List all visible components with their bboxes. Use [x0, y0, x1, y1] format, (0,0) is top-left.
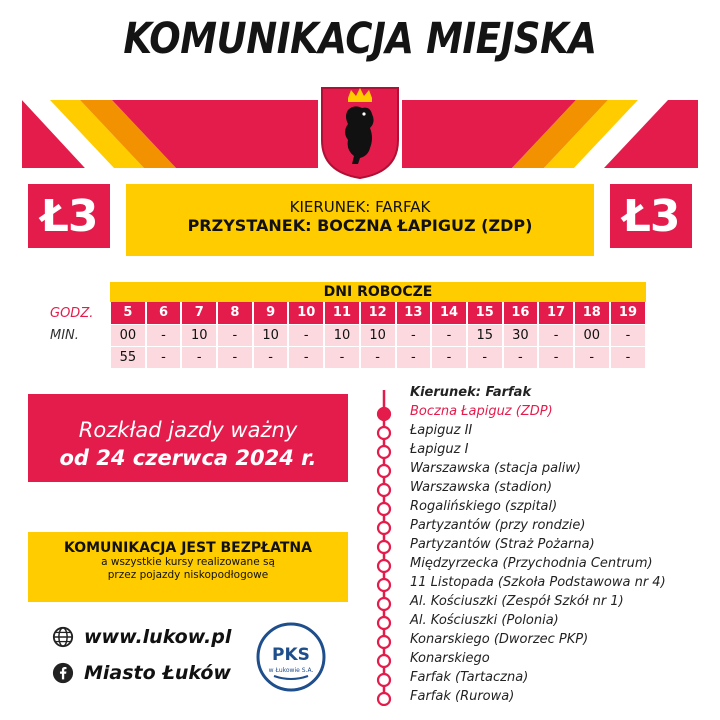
route-stop: Boczna Łapiguz (ZDP) — [410, 404, 553, 419]
direction-label: KIERUNEK: FARFAK — [289, 198, 431, 216]
route-stop-marker — [378, 427, 390, 439]
minute-cell: 10 — [181, 324, 217, 346]
minute-cell: - — [396, 346, 432, 368]
validity-notice — [28, 394, 348, 482]
hour-cell: 16 — [503, 302, 539, 324]
route-stop-list — [410, 384, 666, 706]
minute-cell: 10 — [253, 324, 289, 346]
route-stop: Al. Kościuszki (Polonia) — [410, 613, 559, 628]
route-stop: Partyzantów (Straż Pożarna) — [410, 537, 595, 552]
city-crest-icon — [318, 84, 402, 180]
minute-cell: 10 — [360, 324, 396, 346]
route-stop-marker — [378, 560, 390, 572]
route-stop: Farfak (Rurowa) — [410, 689, 515, 704]
route-stop: Partyzantów (przy rondzie) — [410, 518, 586, 533]
pks-logo-name: PKS — [272, 645, 310, 665]
hour-cell: 11 — [324, 302, 360, 324]
minute-cell: - — [253, 346, 289, 368]
hour-cell: 6 — [146, 302, 182, 324]
route-stop: 11 Listopada (Szkoła Podstawowa nr 4) — [410, 575, 666, 590]
minute-cell: - — [288, 346, 324, 368]
left-stripes — [22, 100, 318, 168]
free-transport-line1: a wszystkie kursy realizowane są — [101, 556, 275, 568]
hour-cell: 17 — [538, 302, 574, 324]
route-stop-marker — [378, 408, 390, 420]
route-stop: Al. Kościuszki (Zespół Szkół nr 1) — [410, 594, 624, 609]
minute-cell: - — [217, 346, 253, 368]
facebook-icon — [52, 662, 74, 684]
route-stop-marker — [378, 465, 390, 477]
hour-cell: 15 — [467, 302, 503, 324]
line-badge-left: Ł3 — [28, 184, 110, 248]
minute-cell: - — [431, 346, 467, 368]
hours-row — [40, 302, 645, 324]
hour-cell: 5 — [110, 302, 146, 324]
globe-icon — [52, 626, 74, 648]
minute-cell: - — [610, 324, 646, 346]
route-line-graphic — [376, 388, 392, 706]
route-stop-marker — [378, 522, 390, 534]
free-transport-line2: przez pojazdy niskopodłogowe — [107, 569, 269, 581]
route-heading: Kierunek: Farfak — [410, 385, 532, 400]
route-stop-marker — [378, 598, 390, 610]
page-title: KOMUNIKACJA MIEJSKA — [123, 14, 597, 64]
route-stop-marker — [378, 636, 390, 648]
route-stop-marker — [378, 617, 390, 629]
pks-logo-sub: w Łukowie S.A. — [268, 667, 314, 674]
minute-cell: - — [431, 324, 467, 346]
hour-cell: 18 — [574, 302, 610, 324]
route-stop: Warszawska (stacja paliw) — [410, 461, 581, 476]
minute-cell: - — [288, 324, 324, 346]
route-stop: Łapiguz II — [410, 423, 473, 438]
route-stop-marker — [378, 655, 390, 667]
minute-cell: - — [503, 346, 539, 368]
minute-cell: - — [324, 346, 360, 368]
facebook-link[interactable]: Miasto Łuków — [84, 662, 231, 684]
timetable-title: DNI ROBOCZE — [110, 282, 646, 302]
pks-logo — [256, 622, 326, 692]
route-stop: Łapiguz I — [410, 442, 469, 457]
free-transport-title: KOMUNIKACJA JEST BEZPŁATNA — [64, 540, 312, 556]
hour-cell: 10 — [288, 302, 324, 324]
route-stop: Konarskiego (Dworzec PKP) — [410, 632, 589, 647]
validity-line2: od 24 czerwca 2024 r. — [59, 446, 317, 470]
hour-cell: 13 — [396, 302, 432, 324]
hour-cell: 12 — [360, 302, 396, 324]
route-stop-marker — [378, 484, 390, 496]
hour-cell: 19 — [610, 302, 646, 324]
route-stop: Warszawska (stadion) — [410, 480, 553, 495]
timetable — [40, 302, 645, 368]
minute-cell: 15 — [467, 324, 503, 346]
minute-cell: - — [396, 324, 432, 346]
minute-cell: 55 — [110, 346, 146, 368]
right-stripes — [402, 100, 698, 168]
hours-row-label: GODZ. — [50, 305, 94, 321]
minute-cell: - — [610, 346, 646, 368]
route-stop-marker — [378, 503, 390, 515]
website-contact[interactable] — [52, 626, 231, 648]
minute-cell: - — [574, 346, 610, 368]
hour-cell: 7 — [181, 302, 217, 324]
minute-cell: 10 — [324, 324, 360, 346]
minute-cell: - — [467, 346, 503, 368]
minute-cell: 00 — [110, 324, 146, 346]
minute-cell: 30 — [503, 324, 539, 346]
minutes-row-label: MIN. — [50, 327, 79, 343]
route-stop-marker — [378, 693, 390, 705]
minute-cell: 00 — [574, 324, 610, 346]
route-stop: Konarskiego — [410, 651, 490, 666]
website-link[interactable]: www.lukow.pl — [84, 626, 232, 648]
minute-cell: - — [217, 324, 253, 346]
route-stop-marker — [378, 541, 390, 553]
validity-line1: Rozkład jazdy ważny — [78, 418, 298, 442]
route-stop: Rogalińskiego (szpital) — [410, 499, 558, 514]
facebook-contact[interactable] — [52, 662, 231, 684]
minute-cell: - — [538, 324, 574, 346]
route-stop-marker — [378, 674, 390, 686]
stop-label: PRZYSTANEK: BOCZNA ŁAPIGUZ (ZDP) — [187, 216, 533, 235]
route-stop: Farfak (Tartaczna) — [410, 670, 529, 685]
hour-cell: 9 — [253, 302, 289, 324]
route-stop-marker — [378, 446, 390, 458]
minutes-row — [40, 324, 645, 346]
minute-cell: - — [146, 324, 182, 346]
free-transport-notice — [28, 532, 348, 602]
route-stop-marker — [378, 579, 390, 591]
direction-box — [126, 184, 594, 256]
route-stop: Międzyrzecka (Przychodnia Centrum) — [410, 556, 653, 571]
line-badge-right: Ł3 — [610, 184, 692, 248]
minute-cell: - — [360, 346, 396, 368]
minutes-row — [40, 346, 645, 368]
hour-cell: 8 — [217, 302, 253, 324]
minutes-row-label-empty — [40, 346, 110, 368]
hour-cell: 14 — [431, 302, 467, 324]
minute-cell: - — [538, 346, 574, 368]
minute-cell: - — [146, 346, 182, 368]
minute-cell: - — [181, 346, 217, 368]
